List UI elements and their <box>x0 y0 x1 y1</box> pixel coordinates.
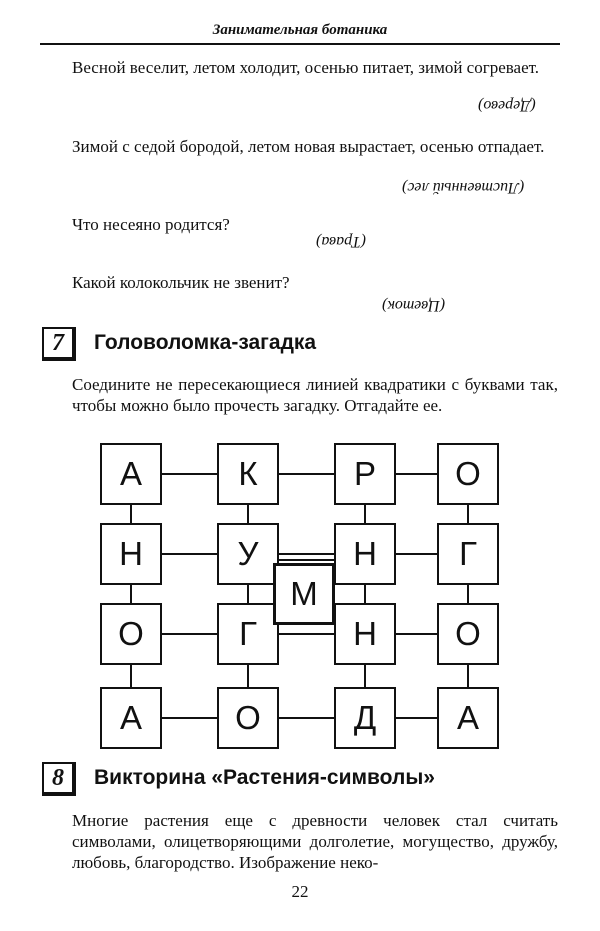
letter-cell: О <box>437 603 499 665</box>
connector-v <box>247 505 249 523</box>
connector-h <box>162 717 217 719</box>
connector-h <box>396 633 437 635</box>
connector-v <box>364 585 366 603</box>
letter-cell: О <box>217 687 279 749</box>
riddle-3-answer: (Трава) <box>316 233 366 250</box>
riddle-2: Зимой с седой бородой, летом новая вырастает, осенью отпадает. <box>72 137 545 156</box>
connector-v <box>467 505 469 523</box>
letter-cell: Д <box>334 687 396 749</box>
letter-cell: К <box>217 443 279 505</box>
connector-h <box>396 717 437 719</box>
connector-h <box>162 473 217 475</box>
connector-v <box>364 665 366 687</box>
task-8-text: Многие растения еще с древности человек стал считать символами, олицетворяющими долголетие, могущество, дружбу, любовь, благородство. Изображение неко- <box>72 811 558 872</box>
letter-cell: О <box>100 603 162 665</box>
task-7-number: 7 <box>42 327 76 361</box>
page-number: 22 <box>291 882 309 901</box>
letter-cell: Г <box>437 523 499 585</box>
running-head: Занимательная ботаника <box>212 22 388 38</box>
letter-cell: Н <box>334 603 396 665</box>
letter-cell: Н <box>334 523 396 585</box>
riddle-4-answer: (Цветок) <box>382 297 446 314</box>
task-8-number: 8 <box>42 762 76 796</box>
connector-h <box>279 633 334 635</box>
connector-h <box>279 553 334 555</box>
connector-v <box>130 665 132 687</box>
connector-h <box>279 559 334 561</box>
riddle-2-answer: (Лиственный лес) <box>402 179 525 196</box>
connector-h <box>279 717 334 719</box>
letter-cell: Н <box>100 523 162 585</box>
connector-v <box>130 505 132 523</box>
task-7-title: Головоломка-загадка <box>94 331 317 354</box>
letter-cell: О <box>437 443 499 505</box>
connector-h <box>162 633 217 635</box>
riddle-4: Какой колокольчик не звенит? <box>72 273 290 292</box>
letter-cell: У <box>217 523 279 585</box>
connector-v <box>130 585 132 603</box>
connector-v <box>467 665 469 687</box>
letter-cell: Р <box>334 443 396 505</box>
letter-cell: А <box>100 687 162 749</box>
letter-cell: Г <box>217 603 279 665</box>
letter-cell-center: М <box>273 563 335 625</box>
riddle-3: Что несеяно родится? <box>72 215 230 234</box>
riddle-1-answer: (Дерево) <box>478 97 536 114</box>
task-8-title: Викторина «Растения-символы» <box>94 766 435 789</box>
connector-h <box>279 473 334 475</box>
connector-v <box>364 505 366 523</box>
connector-h <box>162 553 217 555</box>
task-7-instructions: Соедините не пересекающиеся линией квадратики с буквами так, чтобы можно было прочесть загадку. Отгадайте ее. <box>72 375 558 415</box>
riddle-1: Весной веселит, летом холодит, осенью питает, зимой согревает. <box>72 58 540 77</box>
connector-h <box>396 553 437 555</box>
connector-v <box>467 585 469 603</box>
header-rule <box>40 43 560 45</box>
connector-h <box>396 473 437 475</box>
connector-v <box>247 665 249 687</box>
letter-cell: А <box>100 443 162 505</box>
connector-v <box>247 585 249 603</box>
letter-cell: А <box>437 687 499 749</box>
